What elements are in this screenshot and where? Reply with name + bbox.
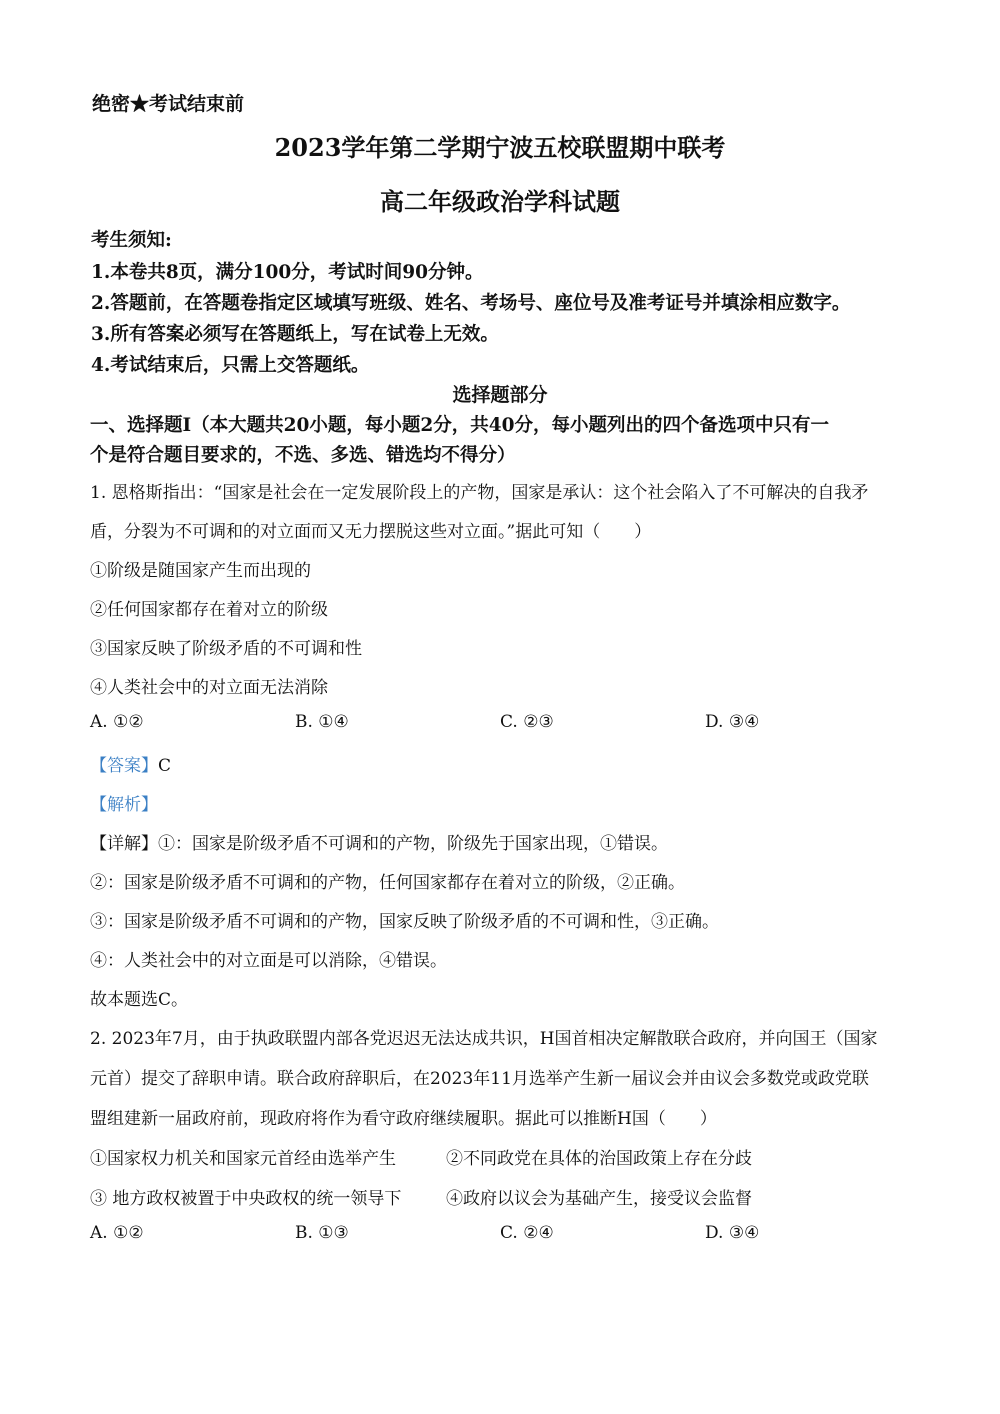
answer-label: 【答案】: [90, 756, 158, 776]
q1-conclusion: 故本题选C。: [90, 990, 189, 1010]
detail-text: ①：国家是阶级矛盾不可调和的产物，阶级先于国家出现，①错误。: [158, 834, 668, 854]
confidential-label: 绝密★考试结束前: [92, 93, 245, 115]
q2-statement: ④政府以议会为基础产生，接受议会监督: [446, 1189, 752, 1209]
q1-answer: [90, 751, 171, 776]
section-title: 选择题部分: [452, 384, 548, 406]
q1-detail: ④：人类社会中的对立面是可以消除，④错误。: [90, 951, 447, 971]
q1-option-c: C. ②③: [500, 712, 554, 732]
exam-title: 2023学年第二学期宁波五校联盟期中联考: [274, 133, 726, 162]
q2-option-c: C. ②④: [500, 1223, 554, 1243]
q1-detail: ②：国家是阶级矛盾不可调和的产物，任何国家都存在着对立的阶级，②正确。: [90, 873, 685, 893]
q2-option-d: D. ③④: [705, 1223, 760, 1243]
exam-subtitle: 高二年级政治学科试题: [380, 187, 620, 216]
q1-option-a: A. ①②: [90, 712, 144, 732]
q1-statement: ④人类社会中的对立面无法消除: [90, 678, 328, 698]
notice-item: 2.答题前，在答题卷指定区域填写班级、姓名、考场号、座位号及准考证号并填涂相应数字。: [91, 293, 851, 314]
q2-statement: ②不同政党在具体的治国政策上存在分歧: [446, 1149, 752, 1169]
q2-stem: 盟组建新一届政府前，现政府将作为看守政府继续履职。据此可以推断H国（ ）: [90, 1109, 717, 1129]
q1-statement: ③国家反映了阶级矛盾的不可调和性: [90, 639, 362, 659]
q1-option-b: B. ①④: [295, 712, 349, 732]
notice-heading: 考生须知:: [91, 230, 172, 251]
q2-statement: ①国家权力机关和国家元首经由选举产生: [90, 1149, 396, 1169]
q1-detail: [90, 829, 668, 854]
answer-value: C: [158, 756, 172, 776]
q2-option-b: B. ①③: [295, 1223, 349, 1243]
analysis-label: 【解析】: [90, 795, 158, 815]
q1-option-d: D. ③④: [705, 712, 760, 732]
q1-statement: ①阶级是随国家产生而出现的: [90, 561, 311, 581]
notice-item: 3.所有答案必须写在答题纸上，写在试卷上无效。: [91, 324, 499, 345]
q2-stem: 2. 2023年7月，由于执政联盟内部各党迟迟无法达成共识，H国首相决定解散联合政府，并向国王（国家: [90, 1029, 878, 1049]
q2-statement: ③ 地方政权被置于中央政权的统一领导下: [90, 1189, 402, 1209]
notice-item: 1.本卷共8页，满分100分，考试时间90分钟。: [91, 262, 484, 283]
q2-stem: 元首）提交了辞职申请。联合政府辞职后，在2023年11月选举产生新一届议会并由议会多数党或政党联: [90, 1069, 869, 1089]
q1-statement: ②任何国家都存在着对立的阶级: [90, 600, 328, 620]
detail-label: 【详解】: [90, 834, 158, 854]
q2-option-a: A. ①②: [90, 1223, 144, 1243]
section-instructions: 个是符合题目要求的，不选、多选、错选均不得分）: [90, 445, 516, 466]
notice-item: 4.考试结束后，只需上交答题纸。: [91, 355, 370, 376]
section-instructions: 一、选择题Ⅰ（本大题共20小题，每小题2分，共40分，每小题列出的四个备选项中只有一: [90, 415, 830, 436]
q1-stem: 1. 恩格斯指出：“国家是社会在一定发展阶段上的产物，国家是承认：这个社会陷入了不可解决的自我矛: [90, 483, 869, 503]
q1-stem: 盾，分裂为不可调和的对立面而又无力摆脱这些对立面。”据此可知（ ）: [90, 522, 652, 542]
q1-detail: ③：国家是阶级矛盾不可调和的产物，国家反映了阶级矛盾的不可调和性，③正确。: [90, 912, 719, 932]
